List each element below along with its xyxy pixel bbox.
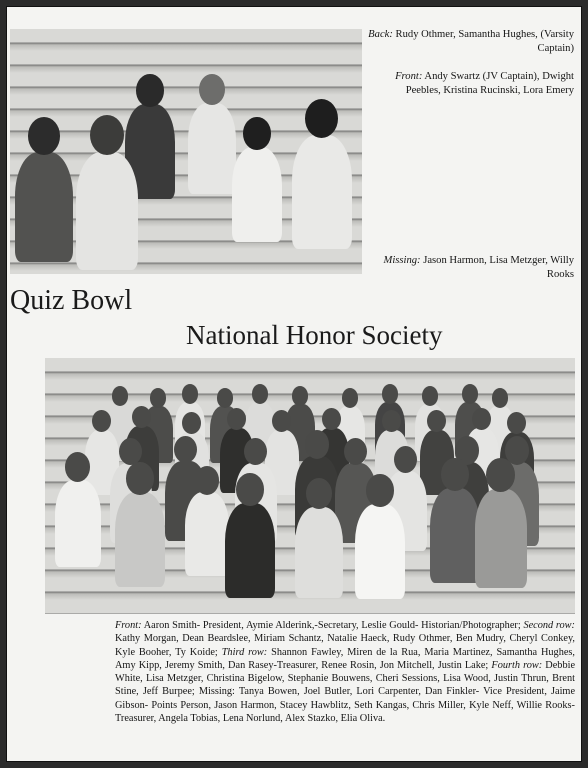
quiz-bowl-photo (10, 29, 362, 274)
nhs-photo (45, 358, 575, 614)
quiz-bowl-front-caption (367, 70, 574, 97)
nhs-fourth-names: Debbie White, Lisa Metzger, Christina Bigelow, Stephanie Bouwens, Cheri Sessions, Lisa Wood, Justin Thrun, Brent Stine, Jeff Burpee; (115, 659, 576, 698)
nhs-missing-label: Missing: (198, 686, 235, 698)
nhs-front-names: Aaron Smith- President, Aymie Alderink,-Secretary, Leslie Gould- Historian/Photographer; (143, 620, 521, 631)
nhs-front-label: Front: (115, 620, 142, 631)
back-label: Back: (368, 29, 393, 40)
nhs-title: National Honor Society (186, 320, 443, 350)
nhs-second-label: Second row: (523, 620, 575, 631)
front-names: Andy Swartz (JV Captain), Dwight Peebles, Kristina Rucinski, Lora Emery (405, 71, 574, 96)
quiz-bowl-back-caption (367, 28, 574, 55)
nhs-second-names: Kathy Morgan, Dean Beardslee, Miriam Schantz, Natalie Haeck, Rudy Othmer, Ben Mudry, Cheryl Conkey, Kyle Booher, Ty Koide; (115, 633, 575, 658)
yearbook-page (6, 6, 582, 762)
nhs-third-label: Third row: (221, 646, 268, 658)
missing-names: Jason Harmon, Lisa Metzger, Willy Rooks (423, 255, 574, 280)
nhs-missing-names: Tanya Bowen, Joel Butler, Lori Carpenter, Dan Finkler- Vice President, Jaime Gibson- Points Person, Jason Harmon, Stacey Hawblitz, Seth Kangas, Chris Miller, Kyle Neff, Willie Rooks- Treasurer, Angela Tobias, Lena Norlund, Alex Stazko, Elia Oliva. (115, 686, 576, 725)
front-label: Front: (395, 71, 423, 82)
quiz-bowl-title: Quiz Bowl (10, 285, 133, 316)
missing-label: Missing: (383, 255, 421, 266)
back-names: Rudy Othmer, Samantha Hughes, (Varsity Captain) (395, 29, 574, 54)
nhs-fourth-label: Fourth row: (491, 659, 543, 671)
quiz-bowl-missing-caption (367, 254, 574, 281)
nhs-caption (115, 619, 575, 725)
nhs-third-names: Shannon Fawley, Miren de la Rua, Maria Martinez, Samantha Hughes, Amy Kipp, Jeremy Smith, Dan Rasey-Treasurer, Renee Rosin, Jon Mitchell, Justin Lake; (115, 646, 576, 671)
